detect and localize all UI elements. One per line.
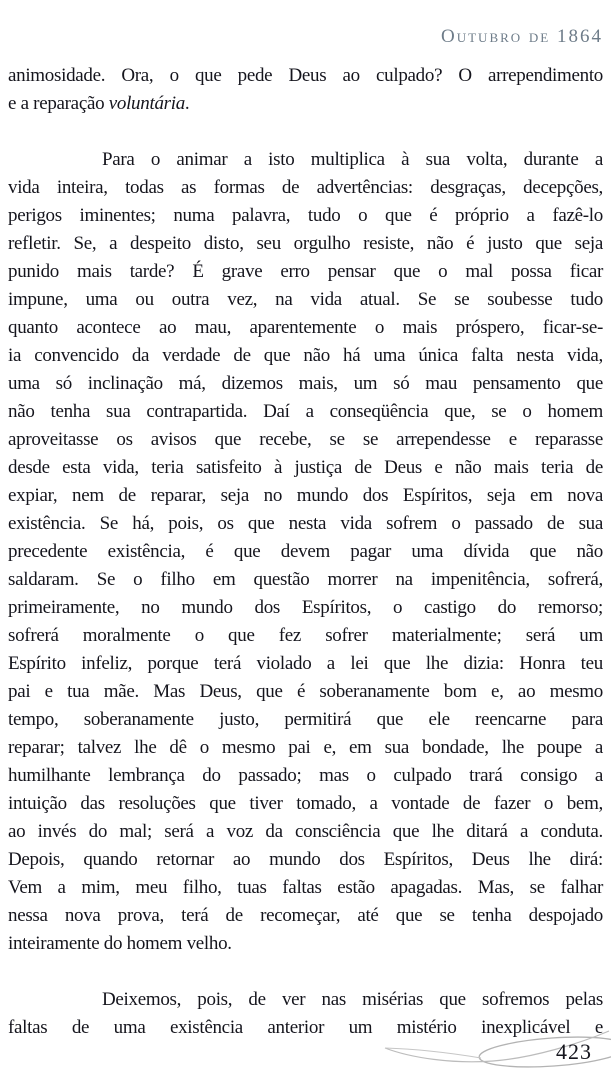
text-line: não tenha sua contrapartida. Daí a conseqüência que, se o homem [8, 401, 603, 422]
text-line: tempo, soberanamente justo, permitirá que ele reencarne para [8, 709, 603, 730]
text-line: precedente existência, é que devem pagar uma dívida que não [8, 541, 603, 562]
page-number: 423 [556, 1039, 592, 1064]
text-line: faltas de uma existência anterior um mistério inexplicável e [8, 1017, 603, 1038]
text-line: uma só inclinação má, dizemos mais, um só mau pensamento que [8, 373, 603, 394]
text-line: impune, uma ou outra vez, na vida atual. Se se soubesse tudo [8, 289, 603, 310]
text-line: existência. Se há, pois, os que nesta vida sofrem o passado de sua [8, 513, 603, 534]
text-line: expiar, nem de reparar, seja no mundo dos Espíritos, seja em nova [8, 485, 603, 506]
text-line: aproveitasse os avisos que recebe, se se arrependesse e reparasse [8, 429, 603, 450]
text-line: sofrerá moralmente o que fez sofrer materialmente; será um [8, 625, 603, 646]
text-line: quanto acontece ao mau, aparentemente o mais próspero, ficar-se- [8, 317, 603, 338]
text-line: vida inteira, todas as formas de advertências: desgraças, decepções, [8, 177, 603, 198]
text-line: reparar; talvez lhe dê o mesmo pai e, em sua bondade, lhe poupe a [8, 737, 603, 758]
text-line: Depois, quando retornar ao mundo dos Espíritos, Deus lhe dirá: [8, 849, 603, 870]
text-line: desde esta vida, teria satisfeito à justiça de Deus e não mais teria de [8, 457, 603, 478]
paragraph [8, 62, 603, 118]
text-line: Vem a mim, meu filho, tuas faltas estão apagadas. Mas, se falhar [8, 877, 603, 898]
text-line: primeiramente, no mundo dos Espíritos, o castigo do remorso; [8, 597, 603, 618]
text-line: Espírito infeliz, porque terá violado a lei que lhe dizia: Honra teu [8, 653, 603, 674]
text-line: Deixemos, pois, de ver nas misérias que sofremos pelas [102, 989, 603, 1010]
page-footer [381, 1027, 611, 1073]
emphasis-text: voluntária [108, 93, 185, 114]
running-header: Outubro de 1864 [441, 26, 603, 47]
text-line: perigos iminentes; numa palavra, tudo o que é próprio a fazê-lo [8, 205, 603, 226]
text-line: intuição das resoluções que tiver tomado, a vontade de fazer o bem, [8, 793, 603, 814]
text-line: animosidade. Ora, o que pede Deus ao culpado? O arrependimento [8, 65, 603, 86]
text-line: punido mais tarde? É grave erro pensar que o mal possa ficar [8, 261, 603, 282]
page-body [8, 62, 603, 1042]
text-line: Para o animar a isto multiplica à sua volta, durante a [102, 149, 603, 170]
text-line: pai e tua mãe. Mas Deus, que é soberanamente bom e, ao mesmo [8, 681, 603, 702]
text-line: ao invés do mal; será a voz da consciência que lhe ditará a conduta. [8, 821, 603, 842]
text-line: inteiramente do homem velho. [8, 933, 232, 954]
text-line: e a reparação voluntária. [8, 93, 190, 114]
text-line: humilhante lembrança do passado; mas o culpado trará consigo a [8, 765, 603, 786]
text-line: nessa nova prova, terá de recomeçar, até que se tenha despojado [8, 905, 603, 926]
text-line: saldaram. Se o filho em questão morrer na impenitência, sofrerá, [8, 569, 603, 590]
text-line: ia convencido da verdade de que não há uma única falta nesta vida, [8, 345, 603, 366]
text-line: refletir. Se, a despeito disto, seu orgulho resiste, não é justo que seja [8, 233, 603, 254]
paragraph [8, 146, 603, 958]
